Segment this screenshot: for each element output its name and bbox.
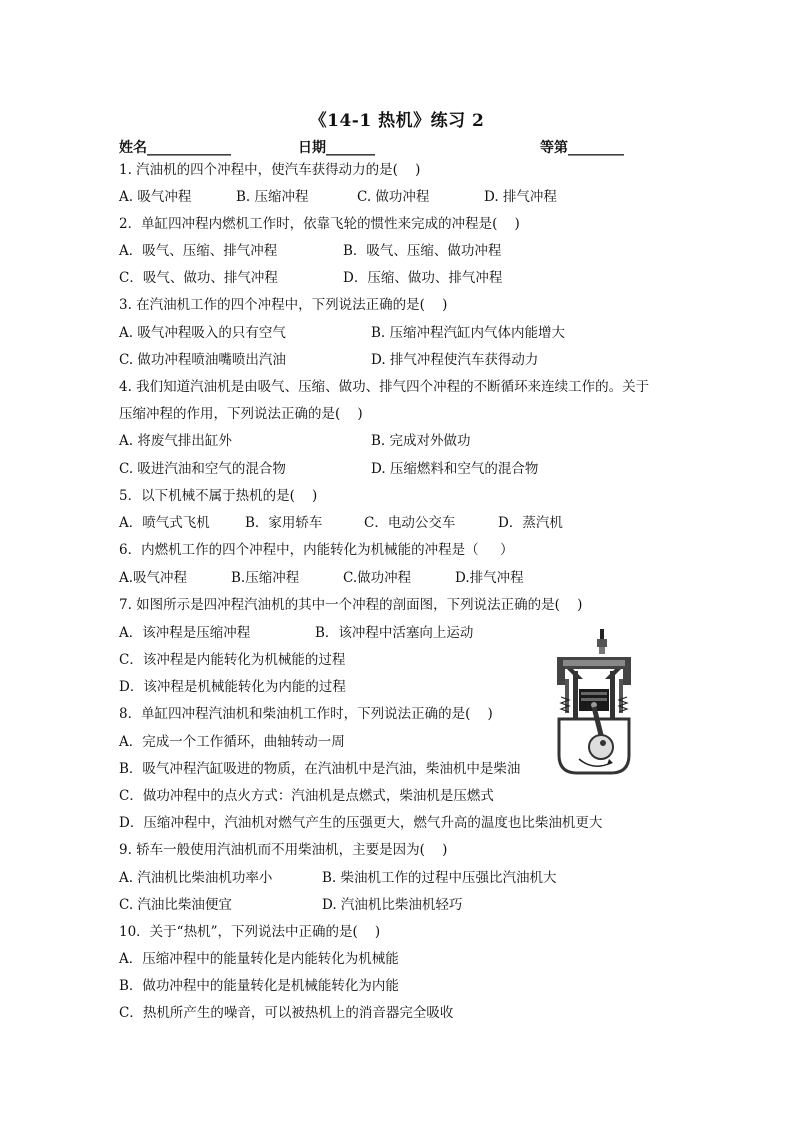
q10-option-b: B．做功冲程中的能量转化是机械能转化为内能	[119, 978, 399, 994]
q4-option-d: D. 压缩燃料和空气的混合物	[371, 461, 539, 477]
q5-option-c: C．电动公交车	[364, 515, 456, 531]
q7-option-d: D．该冲程是机械能转化为内能的过程	[119, 679, 346, 695]
q1-option-d: D. 排气冲程	[484, 189, 557, 205]
q6-option-d: D.排气冲程	[455, 570, 524, 586]
name-field: 姓名____________	[119, 140, 231, 156]
q10-option-c: C．热机所产生的噪音，可以被热机上的消音器完全吸收	[119, 1005, 454, 1021]
date-field: 日期_______	[298, 140, 375, 156]
q4-option-c: C. 吸进汽油和空气的混合物	[119, 461, 286, 477]
q1-option-b: B. 压缩冲程	[236, 189, 309, 205]
q3-option-a: A. 吸气冲程吸入的只有空气	[119, 325, 286, 341]
q1-option-a: A. 吸气冲程	[119, 189, 192, 205]
q9-option-a: A. 汽油机比柴油机功率小	[119, 870, 273, 886]
q8-option-c: C．做功冲程中的点火方式：汽油机是点燃式，柴油机是压燃式	[119, 788, 494, 804]
q6-option-c: C.做功冲程	[343, 570, 412, 586]
question-4: 4. 我们知道汽油机是由吸气、压缩、做功、排气四个冲程的不断循环来连续工作的。关于	[119, 379, 650, 395]
q2-option-a: A．吸气、压缩、排气冲程	[119, 243, 278, 259]
grade-field: 等第________	[540, 140, 624, 156]
engine-cross-section-figure	[543, 627, 645, 777]
q2-option-b: B．吸气、压缩、做功冲程	[343, 243, 502, 259]
q2-option-d: D．压缩、做功、排气冲程	[343, 270, 503, 286]
question-6: 6．内燃机工作的四个冲程中，内能转化为机械能的冲程是（ ）	[119, 542, 514, 558]
q8-option-d: D．压缩冲程中，汽油机对燃气产生的压强更大，燃气升高的温度也比柴油机更大	[119, 815, 603, 831]
q5-option-b: B．家用轿车	[245, 515, 323, 531]
q9-option-d: D. 汽油机比柴油机轻巧	[322, 897, 463, 913]
q6-option-b: B.压缩冲程	[231, 570, 300, 586]
q7-option-b: B．该冲程中活塞向上运动	[315, 625, 474, 641]
q4-option-b: B. 完成对外做功	[371, 433, 471, 449]
q7-option-c: C．该冲程是内能转化为机械能的过程	[119, 652, 346, 668]
q4-option-a: A. 将废气排出缸外	[119, 433, 232, 449]
question-4-continued: 压缩冲程的作用，下列说法正确的是( )	[119, 406, 363, 422]
question-1: 1. 汽油机的四个冲程中，使汽车获得动力的是( )	[119, 162, 421, 178]
question-5: 5．以下机械不属于热机的是( )	[119, 488, 318, 504]
q9-option-c: C. 汽油比柴油便宜	[119, 897, 232, 913]
question-7: 7. 如图所示是四冲程汽油机的其中一个冲程的剖面图，下列说法正确的是( )	[119, 597, 583, 613]
question-9: 9. 轿车一般使用汽油机而不用柴油机，主要是因为( )	[119, 842, 448, 858]
q1-option-c: C. 做功冲程	[357, 189, 430, 205]
page-title: 《14-1 热机》练习 2	[309, 111, 485, 131]
q2-option-c: C．吸气、做功、排气冲程	[119, 270, 278, 286]
q3-option-d: D. 排气冲程使汽车获得动力	[371, 352, 539, 368]
question-3: 3. 在汽油机工作的四个冲程中，下列说法正确的是( )	[119, 297, 448, 313]
question-10: 10．关于“热机”，下列说法中正确的是( )	[119, 924, 381, 940]
q7-option-a: A．该冲程是压缩冲程	[119, 625, 251, 641]
q9-option-b: B. 柴油机工作的过程中压强比汽油机大	[322, 870, 557, 886]
q10-option-a: A．压缩冲程中的能量转化是内能转化为机械能	[119, 951, 399, 967]
q8-option-a: A．完成一个工作循环，曲轴转动一周	[119, 734, 345, 750]
q6-option-a: A.吸气冲程	[119, 570, 188, 586]
question-8: 8．单缸四冲程汽油机和柴油机工作时，下列说法正确的是( )	[119, 706, 493, 722]
q5-option-a: A．喷气式飞机	[119, 515, 210, 531]
question-2: 2．单缸四冲程内燃机工作时，依靠飞轮的惯性来完成的冲程是( )	[119, 216, 520, 232]
q8-option-b: B．吸气冲程汽缸吸进的物质，在汽油机中是汽油，柴油机中是柴油	[119, 761, 521, 777]
q3-option-c: C. 做功冲程喷油嘴喷出汽油	[119, 352, 286, 368]
q5-option-d: D．蒸汽机	[498, 515, 563, 531]
q3-option-b: B. 压缩冲程汽缸内气体内能增大	[371, 325, 566, 341]
